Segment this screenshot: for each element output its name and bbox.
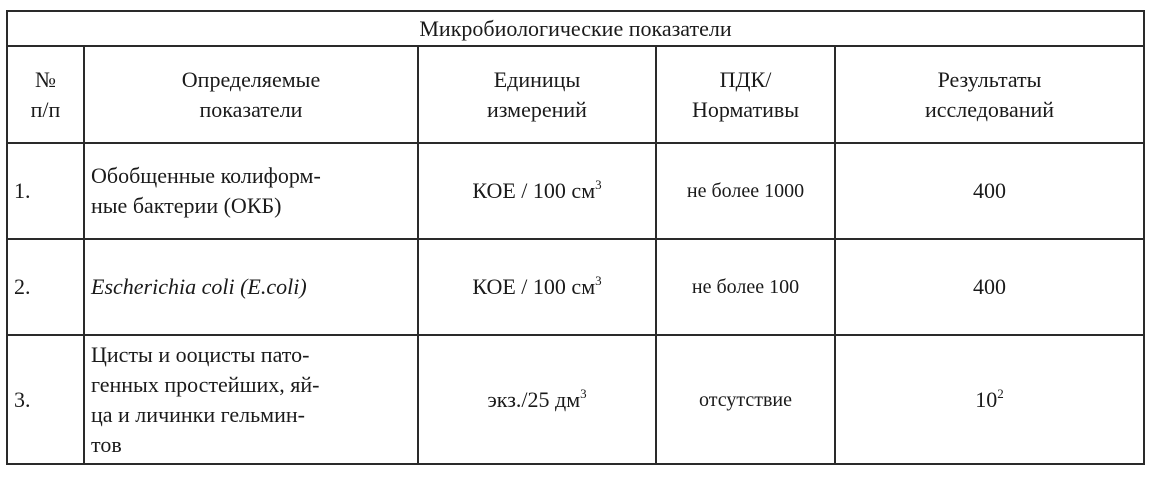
table-title: Микробиологические показатели — [7, 11, 1144, 46]
row-indicator — [84, 335, 418, 464]
indicator-line: генных простейших, яй- — [91, 371, 320, 397]
header-indicator-line2: показатели — [199, 96, 303, 122]
indicator-line: Цисты и ооцисты пато- — [91, 341, 310, 367]
header-result — [835, 46, 1144, 143]
indicator-line: Escherichia coli (E.coli) — [91, 274, 307, 299]
unit-exponent: 3 — [580, 385, 587, 401]
header-num — [7, 46, 84, 143]
header-limit-line2: Нормативы — [691, 96, 800, 122]
row-unit — [418, 239, 656, 335]
row-limit: не более 100 — [656, 239, 835, 335]
unit-exponent: 3 — [595, 273, 602, 288]
header-units — [418, 46, 656, 143]
row-result — [835, 239, 1144, 335]
header-result-line1: Результаты — [937, 66, 1042, 92]
indicator-line: ца и личинки гельмин- — [91, 401, 305, 427]
header-indicator-line1: Определяемые — [181, 66, 321, 92]
row-limit: отсутствие — [656, 335, 835, 464]
row-number: 1. — [7, 143, 84, 239]
result-exponent: 2 — [997, 385, 1004, 401]
row-result — [835, 335, 1144, 464]
header-num-line2: п/п — [30, 96, 61, 122]
header-limit-line1: ПДК/ — [719, 66, 772, 92]
header-num-line1: № — [35, 66, 56, 92]
row-unit — [418, 143, 656, 239]
table-row — [7, 143, 1144, 239]
row-number: 3. — [7, 335, 84, 464]
unit-base: КОЕ / 100 см — [472, 178, 596, 203]
result-base: 400 — [973, 178, 1006, 203]
indicator-line: тов — [91, 431, 122, 457]
unit-base: экз./25 дм — [487, 386, 581, 412]
header-limit — [656, 46, 835, 143]
microbiology-table — [6, 10, 1145, 465]
result-base: 400 — [973, 274, 1006, 299]
header-units-line1: Единицы — [493, 66, 581, 92]
row-number: 2. — [7, 239, 84, 335]
row-indicator — [84, 143, 418, 239]
header-row — [7, 46, 1144, 143]
result-base: 10 — [975, 386, 998, 412]
header-units-line2: измерений — [487, 96, 587, 122]
row-unit — [418, 335, 656, 464]
header-result-line2: исследований — [924, 96, 1055, 122]
row-indicator — [84, 239, 418, 335]
unit-base: КОЕ / 100 см — [472, 274, 596, 299]
indicator-line: Обобщенные колиформ- — [91, 163, 321, 188]
table-row — [7, 335, 1144, 464]
indicator-line: ные бактерии (ОКБ) — [91, 193, 282, 218]
header-indicator — [84, 46, 418, 143]
row-result — [835, 143, 1144, 239]
row-limit: не более 1000 — [656, 143, 835, 239]
unit-exponent: 3 — [595, 177, 602, 192]
table-row — [7, 239, 1144, 335]
table-title-row — [7, 11, 1144, 46]
